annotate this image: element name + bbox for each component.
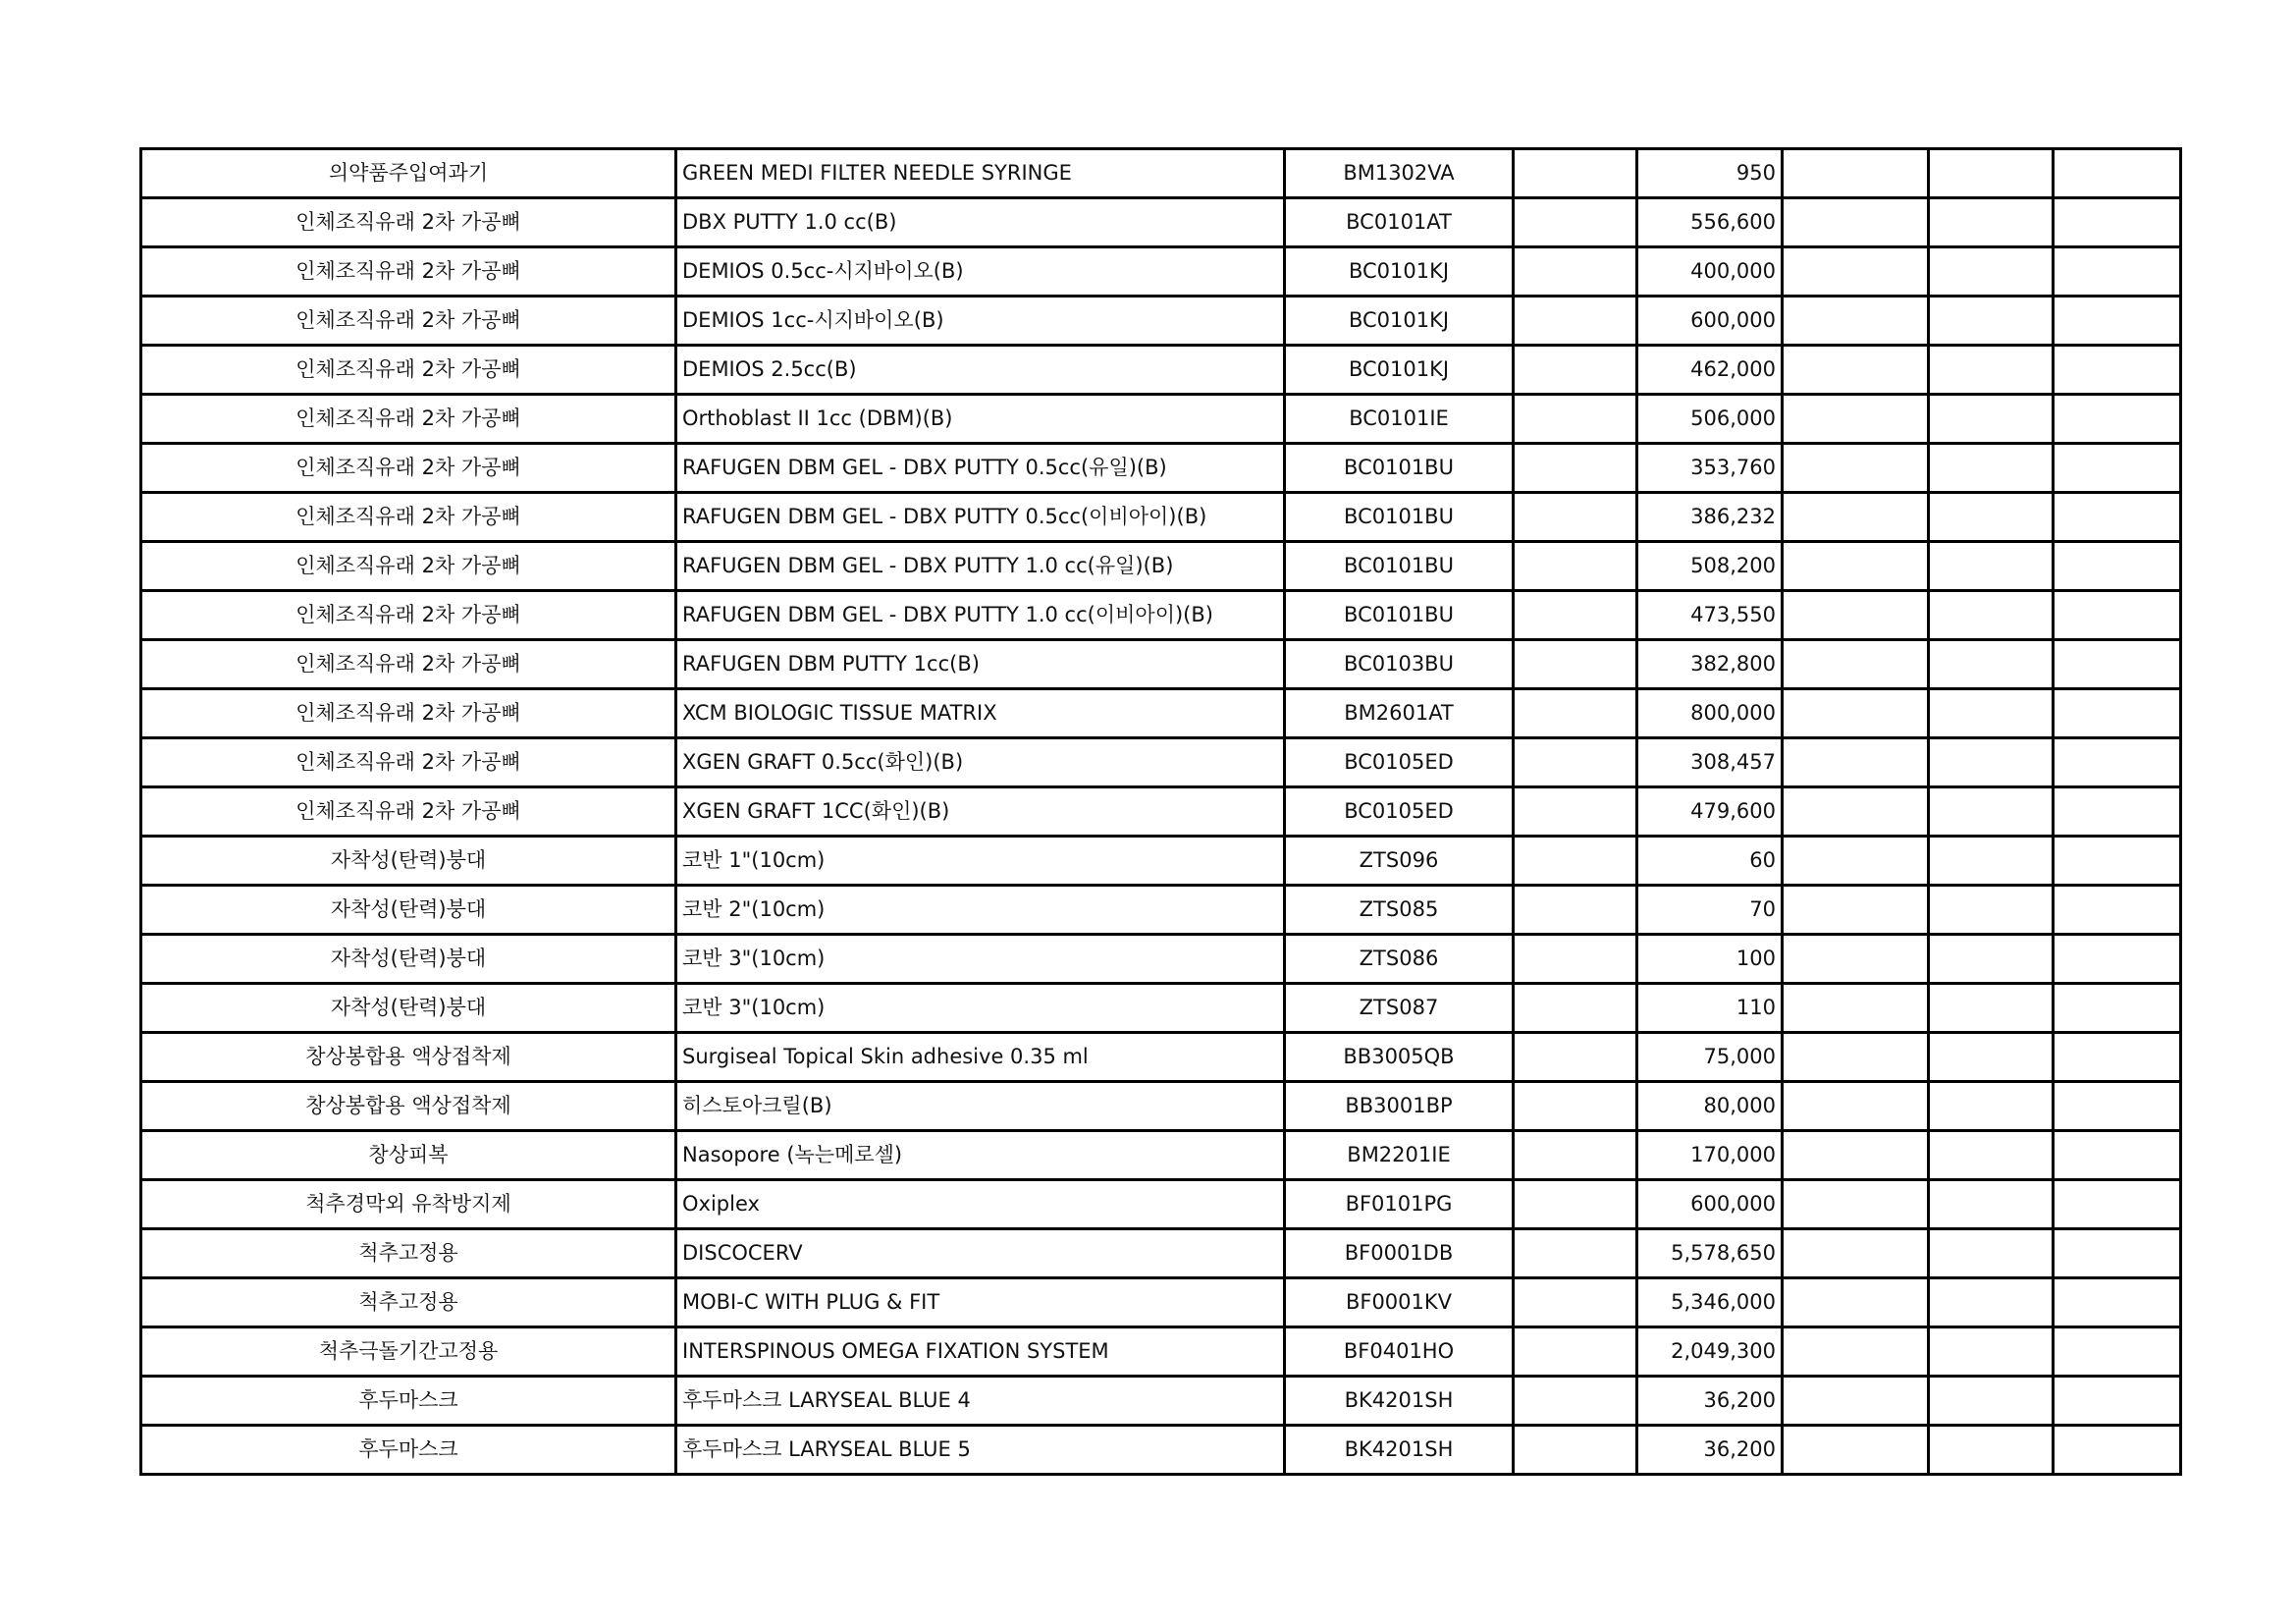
product-code-cell: BC0105ED [1285,787,1514,837]
empty-cell [1929,935,2054,984]
table-row [141,984,2181,1033]
empty-cell [1514,689,1637,738]
category-cell: 인체조직유래 2차 가공뼈 [141,738,676,787]
empty-cell [1929,297,2054,346]
empty-cell [1929,444,2054,493]
table-row [141,1426,2181,1475]
empty-cell [2054,247,2181,297]
empty-cell [1929,1131,2054,1180]
category-cell: 척추경막외 유착방지제 [141,1180,676,1229]
product-code-cell: BB3005QB [1285,1033,1514,1082]
empty-cell [1514,346,1637,395]
product-code-cell: BM1302VA [1285,149,1514,198]
table-row [141,689,2181,738]
empty-cell [2054,444,2181,493]
product-name-cell: RAFUGEN DBM GEL - DBX PUTTY 1.0 cc(유일)(B) [676,542,1285,591]
price-cell: 950 [1637,149,1783,198]
empty-cell [1514,1327,1637,1377]
empty-cell [1783,640,1929,689]
product-name-cell: DEMIOS 0.5cc-시지바이오(B) [676,247,1285,297]
empty-cell [1929,591,2054,640]
empty-cell [1783,1033,1929,1082]
empty-cell [1514,149,1637,198]
table-row [141,935,2181,984]
empty-cell [2054,738,2181,787]
empty-cell [2054,1180,2181,1229]
product-code-cell: BC0101KJ [1285,297,1514,346]
category-cell: 창상봉합용 액상접착제 [141,1033,676,1082]
price-table [139,147,2182,1476]
table-row [141,1229,2181,1278]
category-cell: 인체조직유래 2차 가공뼈 [141,689,676,738]
empty-cell [2054,297,2181,346]
product-name-cell: 코반 3"(10cm) [676,935,1285,984]
empty-cell [1514,738,1637,787]
table-row [141,1377,2181,1426]
empty-cell [2054,149,2181,198]
empty-cell [1783,689,1929,738]
empty-cell [1783,1426,1929,1475]
table-row [141,149,2181,198]
empty-cell [1514,1377,1637,1426]
product-code-cell: ZTS096 [1285,837,1514,886]
price-cell: 36,200 [1637,1426,1783,1475]
product-name-cell: Nasopore (녹는메로셀) [676,1131,1285,1180]
empty-cell [1929,984,2054,1033]
price-cell: 170,000 [1637,1131,1783,1180]
category-cell: 척추고정용 [141,1229,676,1278]
category-cell: 창상봉합용 액상접착제 [141,1082,676,1131]
product-name-cell: 코반 2"(10cm) [676,886,1285,935]
empty-cell [2054,837,2181,886]
table-row [141,1180,2181,1229]
empty-cell [2054,591,2181,640]
product-code-cell: BC0101BU [1285,591,1514,640]
product-name-cell: MOBI-C WITH PLUG & FIT [676,1278,1285,1327]
empty-cell [1783,297,1929,346]
empty-cell [1514,542,1637,591]
product-code-cell: BC0105ED [1285,738,1514,787]
empty-cell [1929,1327,2054,1377]
table-row [141,1327,2181,1377]
price-cell: 100 [1637,935,1783,984]
product-code-cell: BF0401HO [1285,1327,1514,1377]
price-cell: 600,000 [1637,1180,1783,1229]
product-name-cell: XCM BIOLOGIC TISSUE MATRIX [676,689,1285,738]
empty-cell [1929,787,2054,837]
empty-cell [1783,1229,1929,1278]
empty-cell [1929,1180,2054,1229]
empty-cell [1929,1033,2054,1082]
empty-cell [1929,837,2054,886]
price-cell: 110 [1637,984,1783,1033]
table-row [141,1082,2181,1131]
empty-cell [1783,1180,1929,1229]
table-row [141,297,2181,346]
product-name-cell: 코반 1"(10cm) [676,837,1285,886]
category-cell: 인체조직유래 2차 가공뼈 [141,395,676,444]
empty-cell [1514,395,1637,444]
empty-cell [1514,837,1637,886]
category-cell: 인체조직유래 2차 가공뼈 [141,493,676,542]
product-code-cell: BC0101BU [1285,493,1514,542]
empty-cell [1514,493,1637,542]
price-cell: 386,232 [1637,493,1783,542]
category-cell: 인체조직유래 2차 가공뼈 [141,247,676,297]
product-name-cell: Oxiplex [676,1180,1285,1229]
empty-cell [1929,247,2054,297]
table-row [141,493,2181,542]
empty-cell [1514,984,1637,1033]
price-cell: 70 [1637,886,1783,935]
product-code-cell: ZTS087 [1285,984,1514,1033]
product-name-cell: Orthoblast II 1cc (DBM)(B) [676,395,1285,444]
empty-cell [2054,1327,2181,1377]
empty-cell [1929,149,2054,198]
table-row [141,247,2181,297]
empty-cell [1783,837,1929,886]
product-code-cell: BC0101BU [1285,542,1514,591]
product-name-cell: 히스토아크릴(B) [676,1082,1285,1131]
empty-cell [1929,1278,2054,1327]
empty-cell [1783,1131,1929,1180]
product-code-cell: BC0101KJ [1285,247,1514,297]
empty-cell [2054,1377,2181,1426]
category-cell: 인체조직유래 2차 가공뼈 [141,346,676,395]
table-row [141,640,2181,689]
empty-cell [2054,198,2181,247]
empty-cell [1514,1278,1637,1327]
empty-cell [1929,1082,2054,1131]
empty-cell [1783,346,1929,395]
table-row [141,738,2181,787]
table-row [141,444,2181,493]
price-cell: 600,000 [1637,297,1783,346]
empty-cell [1929,1229,2054,1278]
product-code-cell: ZTS086 [1285,935,1514,984]
category-cell: 후두마스크 [141,1426,676,1475]
empty-cell [1783,493,1929,542]
category-cell: 자착성(탄력)붕대 [141,886,676,935]
empty-cell [2054,984,2181,1033]
product-code-cell: BK4201SH [1285,1377,1514,1426]
price-cell: 400,000 [1637,247,1783,297]
category-cell: 인체조직유래 2차 가공뼈 [141,787,676,837]
product-code-cell: BC0101BU [1285,444,1514,493]
table-row [141,1131,2181,1180]
product-name-cell: XGEN GRAFT 0.5cc(화인)(B) [676,738,1285,787]
empty-cell [1514,886,1637,935]
product-name-cell: 후두마스크 LARYSEAL BLUE 4 [676,1377,1285,1426]
empty-cell [2054,1426,2181,1475]
price-cell: 462,000 [1637,346,1783,395]
empty-cell [2054,346,2181,395]
product-name-cell: RAFUGEN DBM GEL - DBX PUTTY 0.5cc(유일)(B) [676,444,1285,493]
empty-cell [1929,1377,2054,1426]
empty-cell [1514,297,1637,346]
empty-cell [1783,591,1929,640]
product-name-cell: Surgiseal Topical Skin adhesive 0.35 ml [676,1033,1285,1082]
empty-cell [1783,395,1929,444]
empty-cell [1783,444,1929,493]
price-cell: 479,600 [1637,787,1783,837]
empty-cell [1929,395,2054,444]
product-code-cell: ZTS085 [1285,886,1514,935]
price-cell: 506,000 [1637,395,1783,444]
product-code-cell: BC0101AT [1285,198,1514,247]
price-cell: 36,200 [1637,1377,1783,1426]
price-cell: 508,200 [1637,542,1783,591]
category-cell: 자착성(탄력)붕대 [141,837,676,886]
empty-cell [2054,1229,2181,1278]
product-name-cell: INTERSPINOUS OMEGA FIXATION SYSTEM [676,1327,1285,1377]
empty-cell [1514,787,1637,837]
empty-cell [2054,1278,2181,1327]
price-cell: 308,457 [1637,738,1783,787]
product-code-cell: BC0103BU [1285,640,1514,689]
product-name-cell: DISCOCERV [676,1229,1285,1278]
category-cell: 인체조직유래 2차 가공뼈 [141,297,676,346]
empty-cell [2054,935,2181,984]
empty-cell [1929,198,2054,247]
empty-cell [1514,1426,1637,1475]
empty-cell [1514,591,1637,640]
empty-cell [2054,395,2181,444]
empty-cell [1783,738,1929,787]
empty-cell [1783,787,1929,837]
table-row [141,198,2181,247]
empty-cell [1783,1278,1929,1327]
table-row [141,346,2181,395]
price-cell: 60 [1637,837,1783,886]
product-name-cell: RAFUGEN DBM GEL - DBX PUTTY 1.0 cc(이비아이)(B) [676,591,1285,640]
empty-cell [1929,689,2054,738]
price-cell: 5,346,000 [1637,1278,1783,1327]
table-row [141,787,2181,837]
price-cell: 2,049,300 [1637,1327,1783,1377]
price-cell: 80,000 [1637,1082,1783,1131]
category-cell: 인체조직유래 2차 가공뼈 [141,591,676,640]
category-cell: 창상피복 [141,1131,676,1180]
empty-cell [2054,1131,2181,1180]
empty-cell [1929,1426,2054,1475]
price-cell: 382,800 [1637,640,1783,689]
table-row [141,1278,2181,1327]
table-row [141,395,2181,444]
price-cell: 473,550 [1637,591,1783,640]
product-name-cell: 후두마스크 LARYSEAL BLUE 5 [676,1426,1285,1475]
empty-cell [1514,444,1637,493]
category-cell: 인체조직유래 2차 가공뼈 [141,444,676,493]
empty-cell [1783,1377,1929,1426]
product-code-cell: BF0101PG [1285,1180,1514,1229]
table-row [141,542,2181,591]
product-name-cell: RAFUGEN DBM PUTTY 1cc(B) [676,640,1285,689]
product-code-cell: BC0101KJ [1285,346,1514,395]
empty-cell [1783,247,1929,297]
empty-cell [1929,738,2054,787]
product-code-cell: BK4201SH [1285,1426,1514,1475]
table-row [141,1033,2181,1082]
empty-cell [1929,493,2054,542]
product-name-cell: DEMIOS 2.5cc(B) [676,346,1285,395]
empty-cell [1514,1082,1637,1131]
empty-cell [1783,149,1929,198]
empty-cell [2054,542,2181,591]
empty-cell [2054,1082,2181,1131]
category-cell: 인체조직유래 2차 가공뼈 [141,542,676,591]
product-code-cell: BF0001KV [1285,1278,1514,1327]
empty-cell [1783,984,1929,1033]
empty-cell [2054,493,2181,542]
empty-cell [1929,346,2054,395]
table-body [141,149,2181,1475]
price-cell: 800,000 [1637,689,1783,738]
product-code-cell: BF0001DB [1285,1229,1514,1278]
category-cell: 척추극돌기간고정용 [141,1327,676,1377]
table-row [141,837,2181,886]
empty-cell [2054,886,2181,935]
product-name-cell: DEMIOS 1cc-시지바이오(B) [676,297,1285,346]
empty-cell [1514,247,1637,297]
category-cell: 인체조직유래 2차 가공뼈 [141,198,676,247]
table-row [141,886,2181,935]
empty-cell [1929,542,2054,591]
product-name-cell: XGEN GRAFT 1CC(화인)(B) [676,787,1285,837]
price-cell: 5,578,650 [1637,1229,1783,1278]
category-cell: 인체조직유래 2차 가공뼈 [141,640,676,689]
category-cell: 자착성(탄력)붕대 [141,935,676,984]
empty-cell [1514,198,1637,247]
empty-cell [1783,935,1929,984]
empty-cell [1514,640,1637,689]
product-code-cell: BM2601AT [1285,689,1514,738]
empty-cell [2054,640,2181,689]
product-name-cell: RAFUGEN DBM GEL - DBX PUTTY 0.5cc(이비아이)(B) [676,493,1285,542]
price-cell: 75,000 [1637,1033,1783,1082]
product-code-cell: BC0101IE [1285,395,1514,444]
category-cell: 자착성(탄력)붕대 [141,984,676,1033]
product-name-cell: GREEN MEDI FILTER NEEDLE SYRINGE [676,149,1285,198]
empty-cell [2054,689,2181,738]
empty-cell [1929,886,2054,935]
table-row [141,591,2181,640]
price-cell: 353,760 [1637,444,1783,493]
product-name-cell: 코반 3"(10cm) [676,984,1285,1033]
empty-cell [2054,1033,2181,1082]
empty-cell [1783,542,1929,591]
category-cell: 척추고정용 [141,1278,676,1327]
empty-cell [1783,1082,1929,1131]
empty-cell [1514,1131,1637,1180]
product-code-cell: BM2201IE [1285,1131,1514,1180]
empty-cell [1514,935,1637,984]
category-cell: 후두마스크 [141,1377,676,1426]
price-cell: 556,600 [1637,198,1783,247]
empty-cell [1783,886,1929,935]
empty-cell [2054,787,2181,837]
product-name-cell: DBX PUTTY 1.0 cc(B) [676,198,1285,247]
empty-cell [1514,1033,1637,1082]
empty-cell [1514,1229,1637,1278]
empty-cell [1514,1180,1637,1229]
empty-cell [1783,1327,1929,1377]
product-code-cell: BB3001BP [1285,1082,1514,1131]
category-cell: 의약품주입여과기 [141,149,676,198]
empty-cell [1929,640,2054,689]
empty-cell [1783,198,1929,247]
